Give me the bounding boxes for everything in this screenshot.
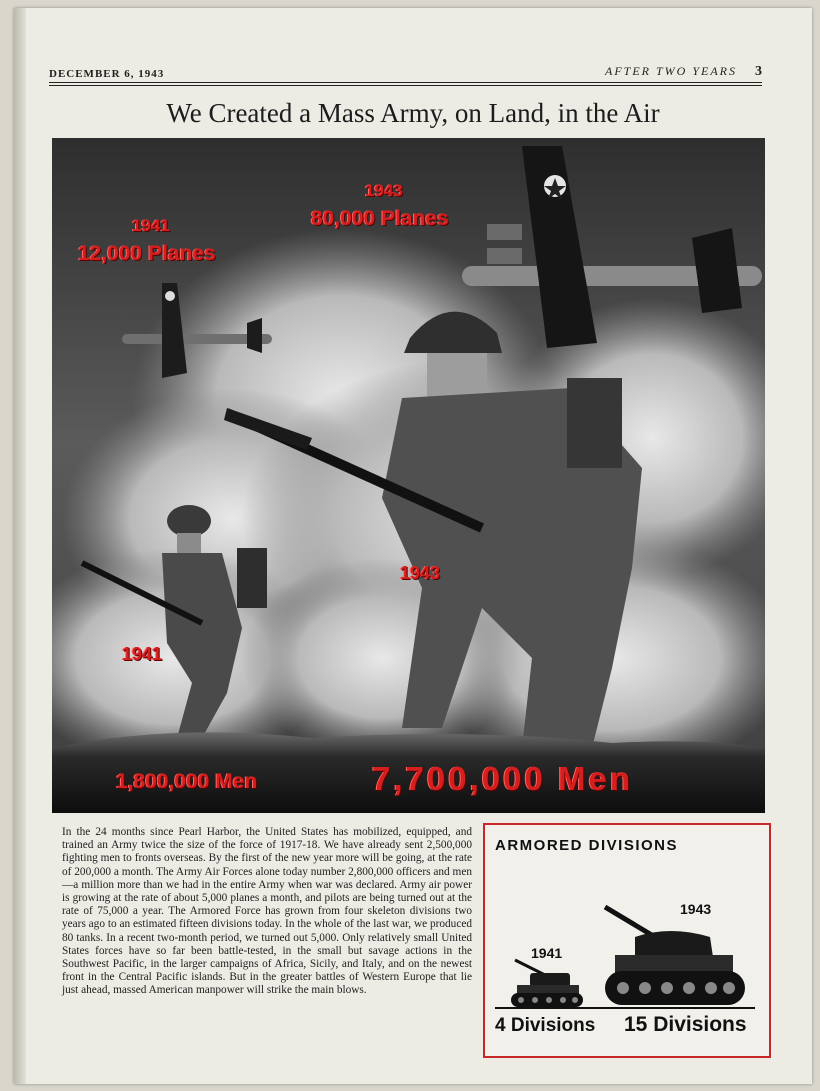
magazine-page [14, 8, 812, 1084]
armored-divisions-box [483, 823, 771, 1058]
tank-1941-icon [511, 960, 583, 1007]
armored-divisions-title: ARMORED DIVISIONS [495, 837, 679, 854]
men-1943-count: 7,700,000 Men [372, 760, 633, 797]
header-rule-bottom [49, 85, 762, 86]
army-photo [52, 138, 765, 813]
divisions-1941-label: 4 Divisions [495, 1015, 596, 1036]
page-spine [14, 8, 26, 1084]
header-date: DECEMBER 6, 1943 [49, 68, 165, 80]
tank-1943-icon [605, 907, 745, 1005]
body-paragraph: In the 24 months since Pearl Harbor, the United States has mobilized, equipped, and trained an Army twice the size of the force of 1917-18. We have already sent 2,500,000 fighting men to fronts overseas. By the first of the new year more will be going, at the rate of 200,000 a month. The Army Air Forces alone today number 2,800,000 officers and men—a million more than we had in the entire Army when war was declared. Army air power is growing at the rate of about 5,000 planes a month, and pilots are being turned out at the rate of 75,000 a year. The Armored Force has grown from four skeleton divisions two years ago to an estimated fifteen divisions today. In the whole of the last war, we produced 80 tanks. In a recent two-month period, we turned out 5,000. Only relatively small United States forces have so far been battle-tested, in the small but savage actions in the Southwest Pacific, in the larger campaigns of Africa, Sicily, and Italy, and on the newest front in the Central Pacific islands. But in the greater battles of Western Europe that lie just ahead, massed American manpower will strike the main blows. [62, 826, 472, 997]
header-section-title: AFTER TWO YEARS [605, 64, 737, 78]
page-title: We Created a Mass Army, on Land, in the Air [166, 98, 660, 128]
header-rule-top [49, 82, 762, 83]
planes-1941-year: 1941 [132, 216, 170, 235]
header-section [605, 64, 762, 80]
armored-year-1941: 1941 [531, 945, 563, 961]
planes-1941-count: 12,000 Planes [78, 242, 216, 265]
armored-year-1943: 1943 [680, 901, 712, 917]
soldier-1943-year: 1943 [400, 563, 441, 583]
planes-1943-year: 1943 [365, 181, 403, 200]
tanks-ground-line [495, 1007, 755, 1009]
soldier-1941-year: 1941 [122, 644, 163, 664]
planes-1943-count: 80,000 Planes [311, 207, 449, 230]
divisions-1943-label: 15 Divisions [624, 1013, 747, 1036]
men-1941-count: 1,800,000 Men [116, 770, 258, 793]
photo-illustration [52, 138, 765, 813]
page-number: 3 [755, 64, 762, 79]
